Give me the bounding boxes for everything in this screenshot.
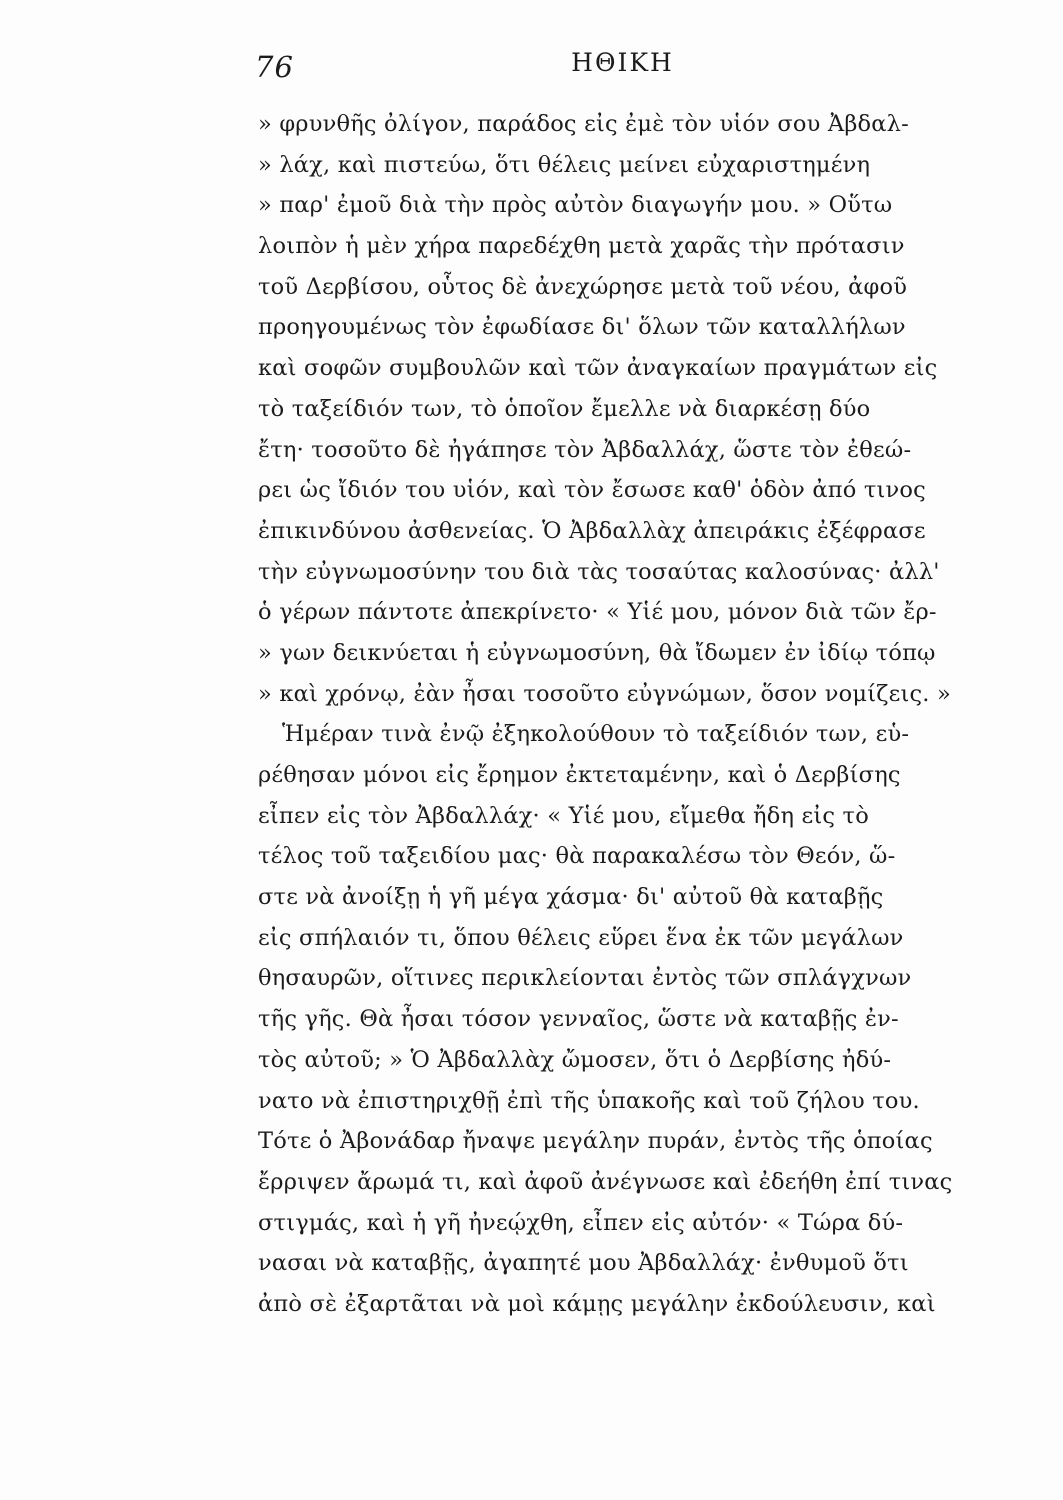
text-line: νατο νὰ ἐπιστηριχθῇ ἐπὶ τῆς ὑπακοῆς καὶ τοῦ ζήλου του. [258, 1087, 920, 1114]
text-line: ρει ὡς ἴδιόν του υἱόν, καὶ τὸν ἔσωσε καθ' ὁδὸν ἀπό τινος [258, 477, 926, 504]
body-text [258, 104, 993, 1325]
text-line: ρέθησαν μόνοι εἰς ἔρημον ἐκτεταμένην, καὶ ὁ Δερβίσης [258, 762, 901, 788]
text-line: καὶ σοφῶν συμβουλῶν καὶ τῶν ἀναγκαίων πραγμάτων εἰς [258, 355, 938, 382]
text-line: ἀπὸ σὲ ἐξαρτᾶται νὰ μοὶ κάμῃς μεγάλην ἐκδούλευσιν, καὶ [258, 1290, 936, 1317]
text-line: ἐπικινδύνου ἀσθενείας. Ὁ Ἀβδαλλὰχ ἀπειράκις ἐξέφρασε [258, 517, 926, 544]
page-number: 76 [255, 50, 294, 84]
text-line: τὸ ταξείδιόν των, τὸ ὁποῖον ἔμελλε νὰ διαρκέσῃ δύο [258, 395, 871, 422]
text-line: θησαυρῶν, οἵτινες περικλείονται ἐντὸς τῶν σπλάγχνων [258, 965, 912, 992]
text-line: » καὶ χρόνῳ, ἐὰν ἦσαι τοσοῦτο εὐγνώμων, ὅσον νομίζεις. » [258, 680, 951, 707]
text-line: τὸς αὐτοῦ; » Ὁ Ἀβδαλλὰχ ὤμοσεν, ὅτι ὁ Δερβίσης ἠδύ- [258, 1046, 892, 1073]
paragraph-start-line: Ἡμέραν τινὰ ἐνῷ ἐξηκολούθουν τὸ ταξείδιόν των, εὑ- [282, 721, 910, 748]
text-line: ὁ γέρων πάντοτε ἀπεκρίνετο· « Υἱέ μου, μόνον διὰ τῶν ἔρ- [258, 599, 937, 626]
text-line: εἰς σπήλαιόν τι, ὅπου θέλεις εὕρει ἕνα ἐκ τῶν μεγάλων [258, 924, 904, 951]
text-line: νασαι νὰ καταβῇς, ἀγαπητέ μου Ἀβδαλλάχ· ἐνθυμοῦ ὅτι [258, 1250, 909, 1277]
text-line: προηγουμένως τὸν ἐφωδίασε δι' ὅλων τῶν καταλλήλων [258, 314, 906, 341]
text-line: ἔτη· τοσοῦτο δὲ ἠγάπησε τὸν Ἀβδαλλάχ, ὥστε τὸν ἐθεώ- [258, 436, 912, 463]
text-line: » παρ' ἐμοῦ διὰ τὴν πρὸς αὐτὸν διαγωγήν μου. » Οὕτω [258, 192, 893, 219]
running-title: ΗΘΙΚΗ [571, 48, 674, 77]
text-line: εἶπεν εἰς τὸν Ἀβδαλλάχ· « Υἱέ μου, εἴμεθα ἤδη εἰς τὸ [258, 802, 869, 829]
text-line: τῆς γῆς. Θὰ ἦσαι τόσον γενναῖος, ὥστε νὰ καταβῇς ἐν- [258, 1006, 899, 1033]
text-line: » λάχ, καὶ πιστεύω, ὅτι θέλεις μείνει εὐχαριστημένη [258, 151, 871, 178]
text-line: στιγμάς, καὶ ἡ γῆ ἠνεῴχθη, εἶπεν εἰς αὐτόν· « Τώρα δύ- [258, 1209, 904, 1236]
text-line: τοῦ Δερβίσου, οὗτος δὲ ἀνεχώρησε μετὰ τοῦ νέου, ἀφοῦ [258, 273, 908, 300]
text-line: » φρυνθῆς ὀλίγον, παράδος εἰς ἐμὲ τὸν υἱόν σου Ἀβδαλ- [258, 111, 909, 137]
text-line: στε νὰ ἀνοίξῃ ἡ γῆ μέγα χάσμα· δι' αὐτοῦ θὰ καταβῇς [258, 884, 884, 911]
text-line: λοιπὸν ἡ μὲν χήρα παρεδέχθη μετὰ χαρᾶς τὴν πρότασιν [258, 233, 905, 260]
text-line: τέλος τοῦ ταξειδίου μας· θὰ παρακαλέσω τὸν Θεόν, ὥ- [258, 843, 896, 870]
text-line: » γων δεικνύεται ἡ εὐγνωμοσύνη, θὰ ἴδωμεν ἐν ἰδίῳ τόπῳ [258, 639, 936, 666]
text-line: τὴν εὐγνωμοσύνην του διὰ τὰς τοσαύτας καλοσύνας· ἀλλ' [258, 558, 940, 585]
text-line: Τότε ὁ Ἀβονάδαρ ἤναψε μεγάλην πυράν, ἐντὸς τῆς ὁποίας [258, 1128, 933, 1155]
page-header [255, 44, 990, 94]
text-line: ἔρριψεν ἄρωμά τι, καὶ ἀφοῦ ἀνέγνωσε καὶ ἐδεήθη ἐπί τινας [258, 1168, 953, 1195]
